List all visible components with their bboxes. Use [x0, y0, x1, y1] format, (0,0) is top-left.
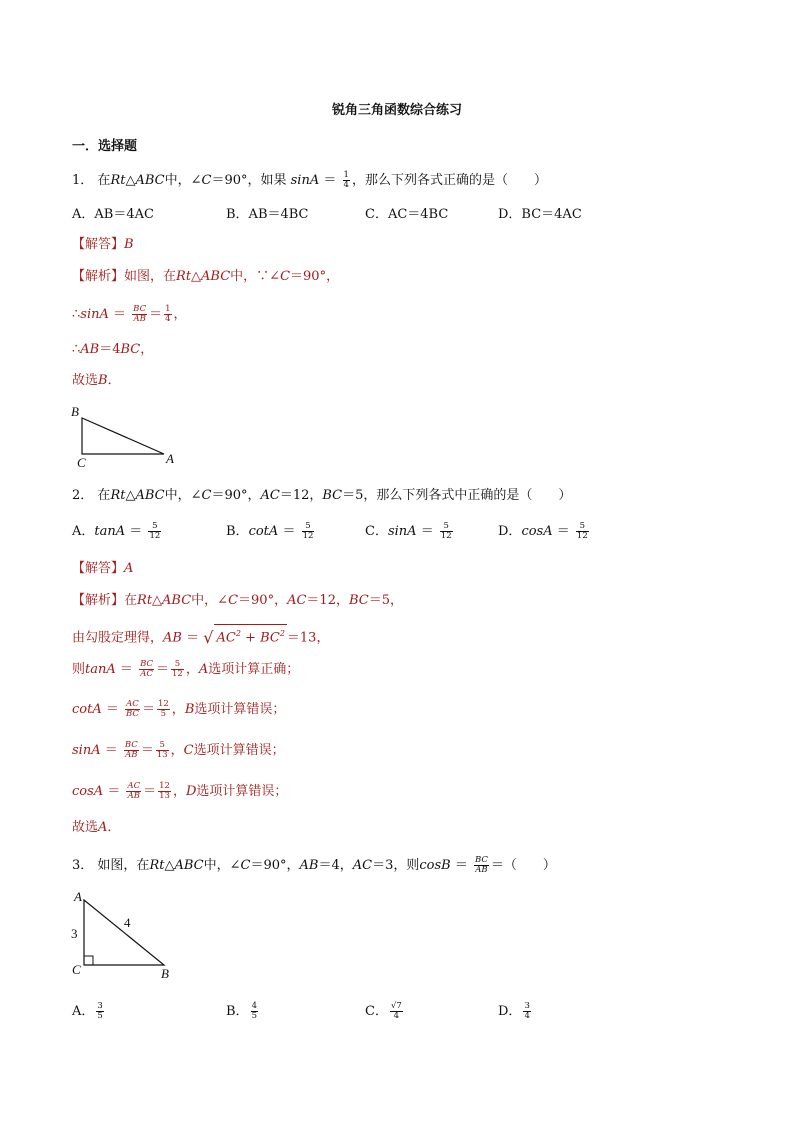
math: AB — [299, 858, 319, 873]
q2-option-d: D．cosA ＝ $\frac{5}{12}$ — [498, 521, 588, 541]
q2-option-a: A．tanA ＝ $\frac{5}{12}$ — [72, 521, 161, 541]
math: cosA — [72, 784, 104, 799]
text: ＝ — [186, 630, 200, 646]
text: ＝（ ） — [490, 858, 556, 873]
vertex-label-a: A — [166, 451, 174, 466]
math: Rt△ABC — [149, 858, 204, 873]
text: ＝3，则 — [372, 858, 420, 873]
text: 中，∠ — [203, 858, 241, 873]
text: ＝5， — [368, 593, 403, 608]
math: AC — [287, 593, 307, 608]
math: Rt△ABC — [176, 269, 231, 284]
sqrt-icon: √ — [390, 1001, 397, 1011]
text: 故选 — [72, 373, 99, 388]
math: tanA — [85, 662, 116, 677]
text: ＝90°，如果 — [211, 173, 287, 188]
answer-value: A — [124, 561, 134, 576]
text: ＝13， — [286, 630, 330, 646]
text: ，那么下列各式正确的是（ ） — [351, 173, 547, 188]
text: 在 — [97, 173, 111, 188]
text: 在 — [97, 488, 111, 503]
text: ＝ — [113, 307, 127, 322]
text: 中，∠ — [164, 173, 202, 188]
page-title: 锐角三角函数综合练习 — [331, 103, 462, 118]
text: 在 — [124, 593, 138, 608]
math: cotA — [72, 702, 102, 717]
text: ＝ — [454, 858, 468, 873]
vertex-label-b: B — [71, 404, 79, 419]
q2-analysis-line-3: 则tanA ＝ $\frac{BC}{AC}$ ＝ $\frac{5}{12}$ ，A选项计算正确； — [72, 659, 300, 679]
text: ∴ — [72, 342, 81, 357]
q2-answer — [72, 560, 133, 578]
text: ， — [173, 307, 187, 322]
right-angle-mark — [84, 956, 93, 965]
vertex-label-c: C — [77, 455, 86, 470]
fraction: $\frac{BC}{AB}$ — [474, 855, 488, 875]
math: A — [98, 820, 108, 835]
triangle — [82, 418, 164, 454]
question-number: 3． — [72, 858, 94, 873]
q1-option-c: C．AC＝4BC — [365, 207, 449, 222]
text: ＝4， — [318, 858, 353, 873]
text: ＝ — [323, 173, 337, 188]
q3-option-b: B． $\frac{4}{5}$ — [226, 1001, 257, 1021]
q2-analysis-line-2 — [72, 624, 329, 647]
sqrt-sign: √ — [203, 628, 214, 648]
math: sinA — [80, 307, 109, 322]
fraction: $\frac{BC}{AB}$ — [133, 304, 147, 324]
q2-analysis-line-5: sinA ＝ $\frac{BC}{AB}$ ＝ $\frac{5}{13}$ ，C选项计算错误； — [72, 740, 285, 760]
question-number: 2． — [72, 488, 94, 503]
math: Rt△ABC — [110, 488, 165, 503]
fraction: $\frac{1}{4}$ — [165, 304, 171, 324]
text: 中，∠ — [191, 593, 229, 608]
math: AC — [260, 488, 280, 503]
q2-option-b: B．cotA ＝ $\frac{5}{12}$ — [226, 521, 314, 541]
text: ＝12， — [306, 593, 349, 608]
vertex-label-c: C — [72, 962, 81, 977]
question-number: 1． — [72, 173, 94, 188]
text: ＝12， — [279, 488, 323, 503]
text: ＝90°， — [290, 269, 340, 284]
q2-analysis-line-4: cotA ＝ $\frac{AC}{BC}$ ＝ $\frac{12}{5}$ ，B选项计算错误； — [72, 699, 286, 719]
text: 如图，在 — [124, 269, 177, 284]
math: C — [240, 858, 251, 873]
text: 故选 — [72, 820, 99, 835]
math: sinA — [290, 173, 320, 188]
q3-option-d: D． $\frac{3}{4}$ — [498, 1001, 530, 1021]
q2-analysis-line-7 — [72, 819, 120, 837]
q1-option-d: D．BC＝4AC — [498, 207, 582, 222]
answer-label: 【解答】 — [72, 561, 125, 576]
math: cosB — [419, 858, 451, 873]
q2-analysis-line-1 — [72, 592, 403, 610]
math: C — [201, 488, 212, 503]
analysis-label: 【解析】 — [72, 593, 125, 608]
q2-analysis-line-6: cosA ＝ $\frac{AC}{AB}$ ＝ $\frac{12}{13}$ ，D选项计算错误； — [72, 781, 288, 801]
text: ， — [140, 342, 154, 357]
math: B — [98, 373, 108, 388]
fraction: $\frac{1}{4}$ — [343, 170, 349, 190]
q3-option-a: A． $\frac{3}{5}$ — [72, 1001, 103, 1021]
question-3-stem — [72, 856, 556, 875]
math: BC — [348, 593, 369, 608]
vertex-label-a: A — [74, 889, 82, 904]
math: AC — [352, 858, 373, 873]
math: AB — [163, 630, 182, 646]
text: 由勾股定理得， — [72, 630, 164, 646]
math: Rt△ABC — [137, 593, 192, 608]
text: 中，∠ — [164, 488, 202, 503]
text: ． — [107, 820, 121, 835]
q3-triangle — [84, 900, 164, 965]
answer-value: B — [124, 237, 134, 252]
math: Rt△ABC — [110, 173, 165, 188]
math: AB — [80, 342, 100, 357]
math: C — [201, 173, 212, 188]
analysis-label: 【解析】 — [72, 269, 125, 284]
text: ∴ — [72, 307, 81, 322]
text: 如图，在 — [97, 858, 150, 873]
text: 中，∵∠ — [230, 269, 281, 284]
q1-option-a: A．AB＝4AC — [72, 207, 154, 222]
text: ＝4 — [99, 342, 121, 357]
text: ＝90°， — [238, 593, 288, 608]
text: ＝5，那么下列各式中正确的是（ ） — [342, 488, 572, 503]
q1-option-b: B．AB＝4BC — [226, 207, 309, 222]
math: C — [228, 593, 239, 608]
sqrt-body: $AC^2 + BC^2$ — [214, 624, 286, 647]
text: 则 — [72, 662, 86, 677]
side-label-ac: 3 — [71, 926, 78, 941]
q2-option-c: C．sinA ＝ $\frac{5}{12}$ — [365, 521, 452, 541]
question-2-stem — [72, 487, 571, 505]
vertex-label-b: B — [161, 966, 169, 981]
math: BC — [120, 342, 141, 357]
q3-option-c: C． $\frac{√7}{4}$ — [365, 1001, 402, 1021]
side-label-ab: 4 — [124, 915, 131, 930]
math: sinA — [72, 743, 101, 758]
text: ． — [107, 373, 121, 388]
text: ＝90°， — [211, 488, 261, 503]
text: ＝90°， — [250, 858, 300, 873]
section-heading: 一．选择题 — [72, 139, 138, 154]
answer-label: 【解答】 — [72, 237, 125, 252]
math: C — [280, 269, 291, 284]
math: BC — [322, 488, 343, 503]
text: ＝ — [149, 307, 163, 322]
